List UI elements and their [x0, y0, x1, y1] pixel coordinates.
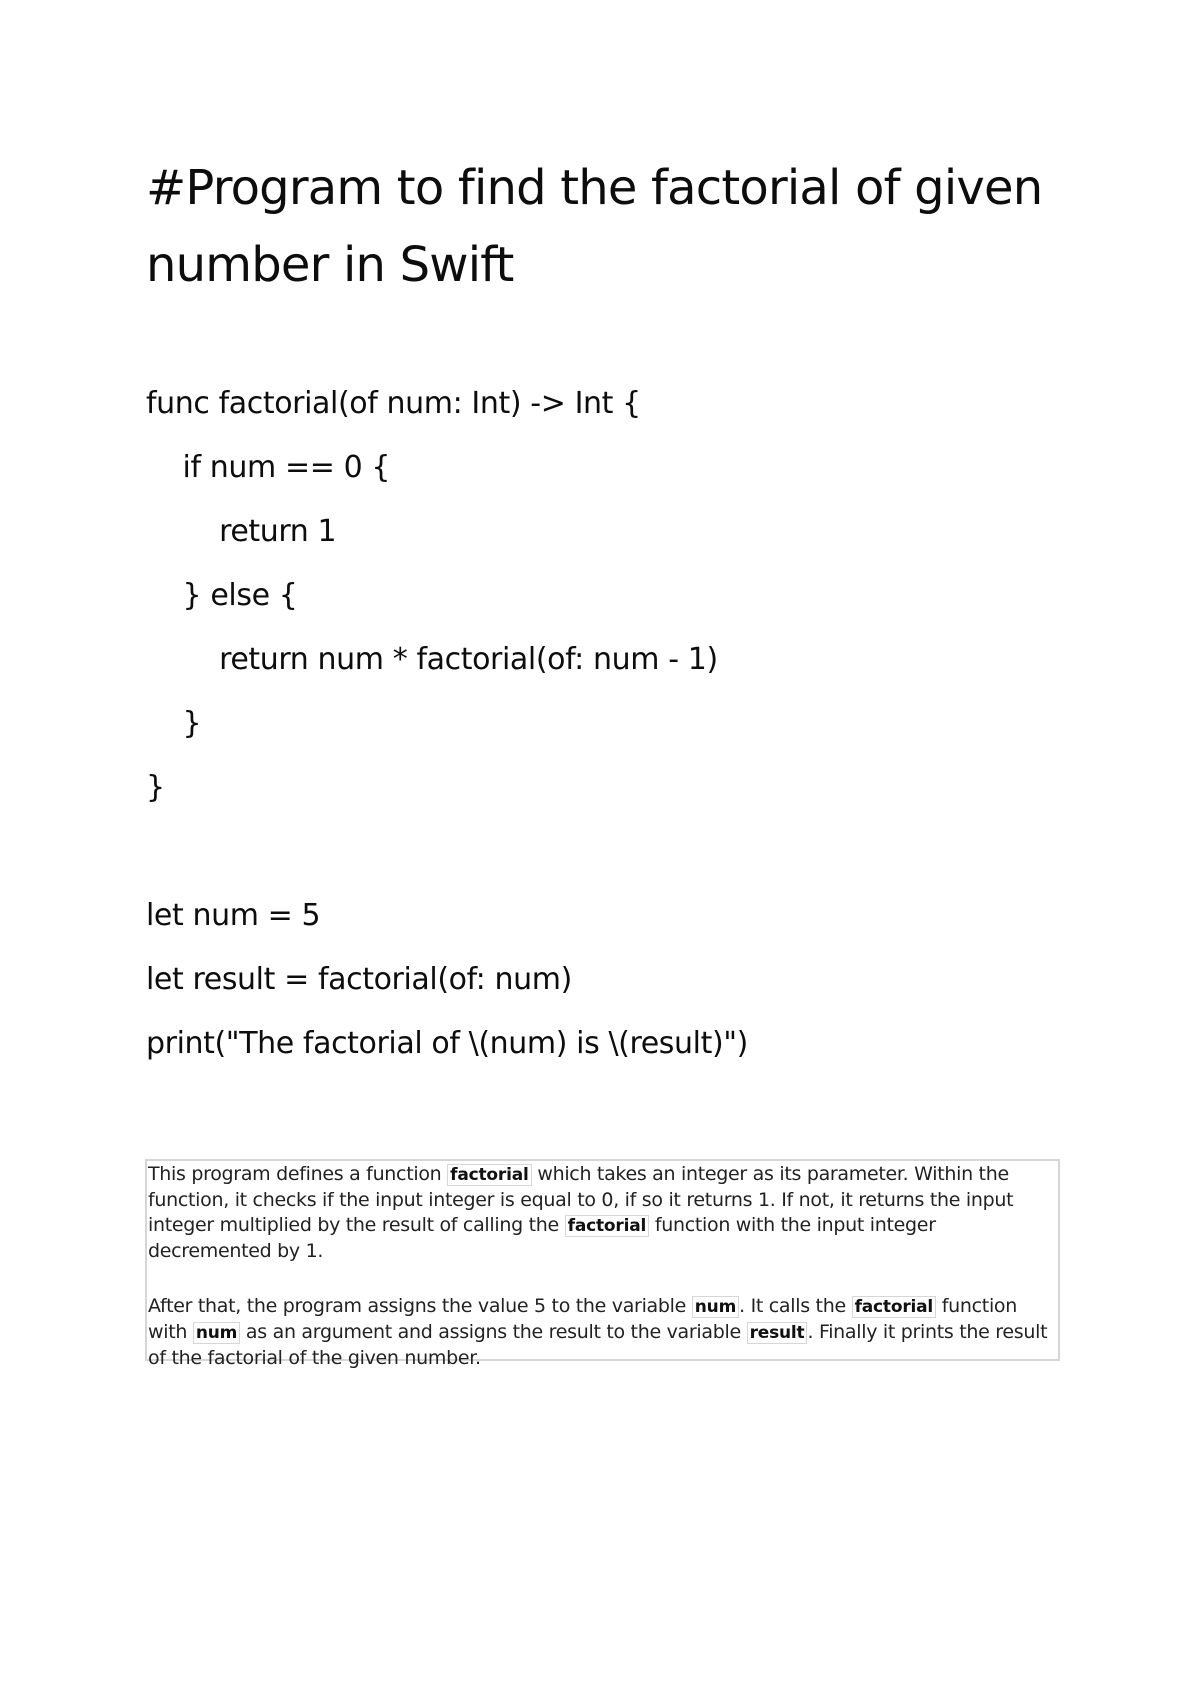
- explanation-paragraph-1: [148, 1162, 1058, 1264]
- code-line: }: [146, 706, 202, 741]
- code-line: return 1: [146, 514, 337, 549]
- explanation-text: which takes an integer as its parameter. Within the function, it checks if the input integer is equal to 0, if so it returns 1. If not, it returns the input integer multiplied by the result of calling the: [148, 1163, 1014, 1236]
- explanation-box: [145, 1159, 1060, 1369]
- code-line: }: [146, 770, 165, 805]
- explanation-text: function with the input integer decremented by 1.: [148, 1214, 936, 1262]
- code-line: let result = factorial(of: num): [146, 962, 572, 997]
- explanation-text: . Finally it prints the result of the factorial of the given number.: [148, 1321, 1048, 1369]
- inline-code-num: num: [193, 1322, 240, 1344]
- code-line: print("The factorial of \(num) is \(result)"): [146, 1026, 748, 1061]
- inline-code-num: num: [692, 1296, 739, 1318]
- explanation-text: . It calls the: [739, 1295, 852, 1317]
- code-line: return num * factorial(of: num - 1): [146, 642, 718, 677]
- explanation-text: as an argument and assigns the result to the variable: [240, 1321, 747, 1343]
- inline-code-factorial: factorial: [852, 1296, 936, 1318]
- explanation-text: function with: [148, 1295, 1018, 1343]
- inline-code-factorial: factorial: [565, 1215, 649, 1237]
- code-block: [146, 372, 1106, 1076]
- document-title: #Program to find the factorial of given number in Swift: [146, 160, 1043, 293]
- code-blank-line: [146, 820, 1106, 884]
- explanation-text: This program defines a function: [148, 1163, 448, 1185]
- inline-code-factorial: factorial: [447, 1164, 531, 1186]
- code-line: } else {: [146, 578, 298, 613]
- code-line: func factorial(of num: Int) -> Int {: [146, 386, 641, 421]
- code-line: let num = 5: [146, 898, 321, 933]
- code-line: if num == 0 {: [146, 450, 391, 485]
- explanation-text: After that, the program assigns the value 5 to the variable: [148, 1295, 692, 1317]
- explanation-paragraph-2: [148, 1294, 1058, 1371]
- inline-code-result: result: [747, 1322, 808, 1344]
